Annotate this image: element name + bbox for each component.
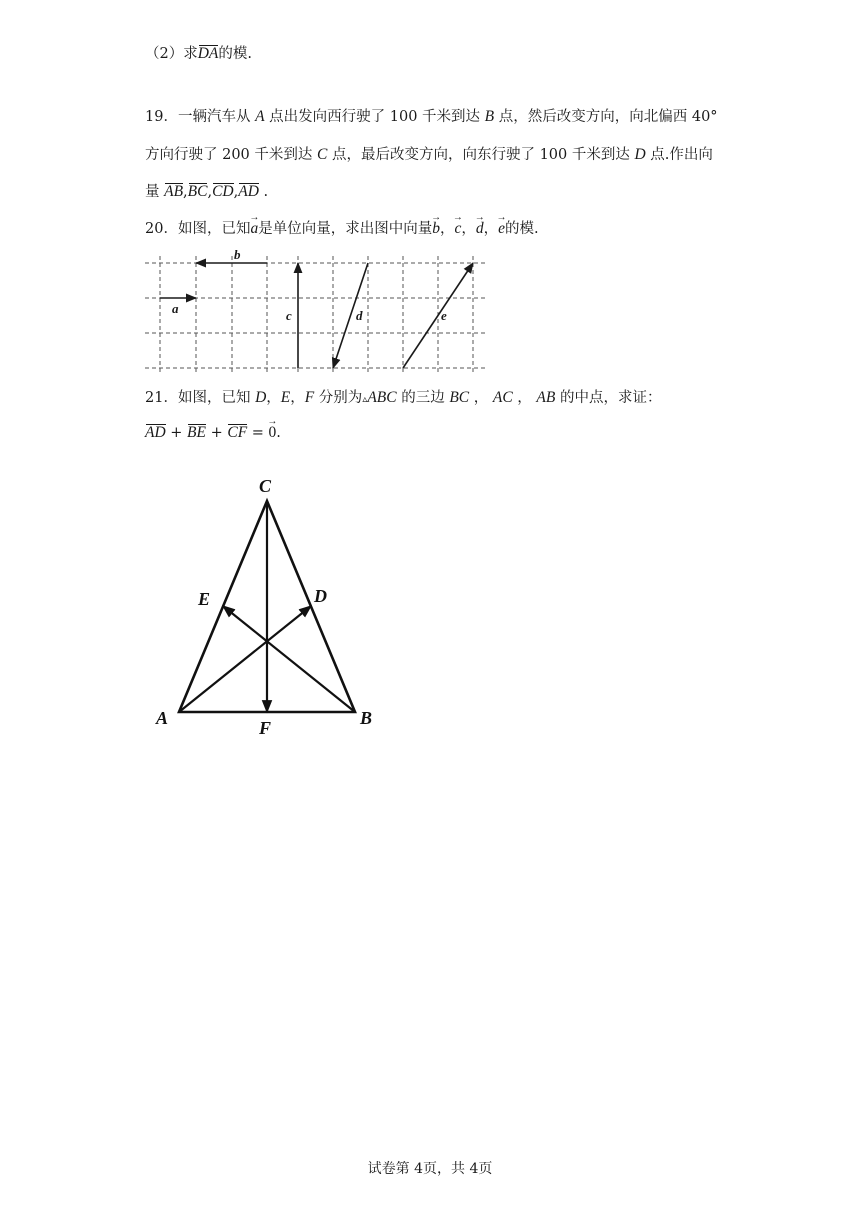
vertex-C: C (259, 476, 272, 496)
vector-d: → d (476, 219, 484, 239)
q21-equation: AD + BE + CF = → 0. (145, 423, 281, 443)
label-c: c (286, 308, 292, 323)
vector-b: → b (432, 219, 440, 239)
q19-line-3: 量 AB,BC,CD,AD . (145, 183, 269, 200)
vector-DA: DA (197, 45, 219, 62)
label-a: a (172, 301, 179, 316)
triangle-figure (140, 470, 400, 750)
median-BE (223, 606, 355, 712)
label-d: d (356, 308, 363, 323)
q19-line-2: 方向行驶了 200 千米到达 C 点，最后改变方向，向东行驶了 100 千米到达 D 点.作出向 (145, 146, 713, 163)
label-b: b (234, 247, 241, 262)
vector-grid-figure (0, 0, 860, 380)
q21-line-1: 21．如图，已知 D，E，F 分别为▵ABC 的三边 BC ， AC ， AB 的中点，求证： (145, 389, 662, 406)
vertex-A: A (156, 708, 169, 728)
page-footer: 试卷第 4页，共 4页 (367, 1161, 493, 1177)
q18-part2: （2）求DA的模. (145, 45, 253, 62)
median-AD (179, 606, 311, 712)
vector-AB: AB (164, 183, 184, 200)
vector-e: → e (498, 219, 505, 239)
vector-CD: CD (212, 183, 234, 200)
vector-AD: AD (238, 183, 259, 200)
vector-BC: BC (187, 183, 208, 200)
point-D: D (314, 586, 327, 606)
q19-line-1: 19．一辆汽车从 A 点出发向西行驶了 100 千米到达 B 点，然后改变方向，向北偏西 40° (145, 108, 718, 125)
q20-text: 20．如图，已知→ a是单位向量，求出图中向量→ b，→ c，→ d，→ e的模. (145, 219, 539, 239)
vector-c: → c (454, 219, 461, 239)
vertex-B: B (360, 708, 373, 728)
point-F: F (259, 718, 272, 738)
vector-BE: BE (187, 424, 206, 441)
grid-lines (145, 256, 487, 372)
point-E: E (198, 589, 211, 609)
label-e: e (441, 308, 447, 323)
arrow-d (333, 263, 368, 368)
vector-AD: AD (145, 424, 166, 441)
vector-a: → a (250, 219, 258, 239)
zero-vector: → 0 (269, 423, 277, 443)
vector-CF: CF (227, 424, 248, 441)
